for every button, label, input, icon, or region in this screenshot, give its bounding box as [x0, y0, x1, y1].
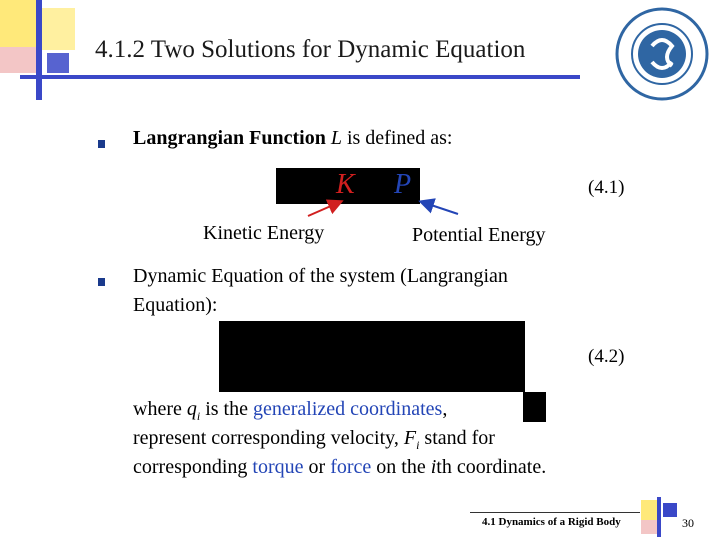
generalized-coordinates-term: generalized coordinates — [252, 398, 443, 420]
footer-section: 4.1 Dynamics of a Rigid Body — [482, 516, 621, 528]
on-the: on the — [376, 456, 426, 478]
label-potential-energy: Potential Energy — [412, 224, 546, 246]
bullet-2-line-1: Dynamic Equation of the system (Langrangian — [133, 265, 508, 287]
footer-deco-pink — [641, 520, 657, 534]
bullet-1-rest: is defined as: — [346, 127, 453, 149]
var-F — [403, 427, 420, 452]
q-letter: q — [186, 398, 197, 420]
label-kinetic-energy: Kinetic Energy — [203, 222, 325, 244]
line2-start: represent corresponding velocity, — [133, 427, 399, 449]
eq-P: P — [394, 169, 412, 200]
var-q — [186, 398, 201, 423]
where-line-3 — [133, 456, 546, 479]
comma: , — [442, 398, 448, 420]
slide-title: 4.1.2 Two Solutions for Dynamic Equation — [95, 36, 526, 63]
where-line-1 — [133, 398, 447, 424]
footer-rule — [470, 512, 640, 513]
force-term: force — [330, 456, 372, 478]
where-word: where — [133, 398, 182, 420]
where-line-2 — [133, 427, 495, 453]
th-coordinate: th coordinate. — [436, 456, 547, 478]
bold-term: Langrangian Function — [133, 127, 326, 149]
footer-deco-chip — [663, 503, 677, 517]
corresponding-word: corresponding — [133, 456, 248, 478]
eq-K: K — [336, 169, 355, 200]
F-letter: F — [403, 427, 417, 449]
i-index: i — [430, 456, 437, 478]
or-word: or — [308, 456, 326, 478]
q-subscript: i — [196, 409, 201, 423]
equation-image-4-2 — [219, 321, 525, 392]
bullet-marker — [98, 278, 105, 286]
F-subscript: i — [416, 438, 420, 452]
line2-end: stand for — [424, 427, 495, 449]
eq-number-4-1: (4.1) — [588, 177, 625, 198]
footer-deco-yellow — [641, 500, 657, 520]
page-number: 30 — [682, 516, 694, 530]
footer-deco-bar — [657, 497, 661, 537]
eq-number-4-2: (4.2) — [588, 346, 625, 367]
inline-equation-image — [523, 392, 546, 422]
var-L: L — [330, 127, 342, 149]
bullet-2-line-2: Equation): — [133, 294, 218, 316]
torque-term: torque — [252, 456, 304, 478]
is-the: is the — [205, 398, 248, 420]
